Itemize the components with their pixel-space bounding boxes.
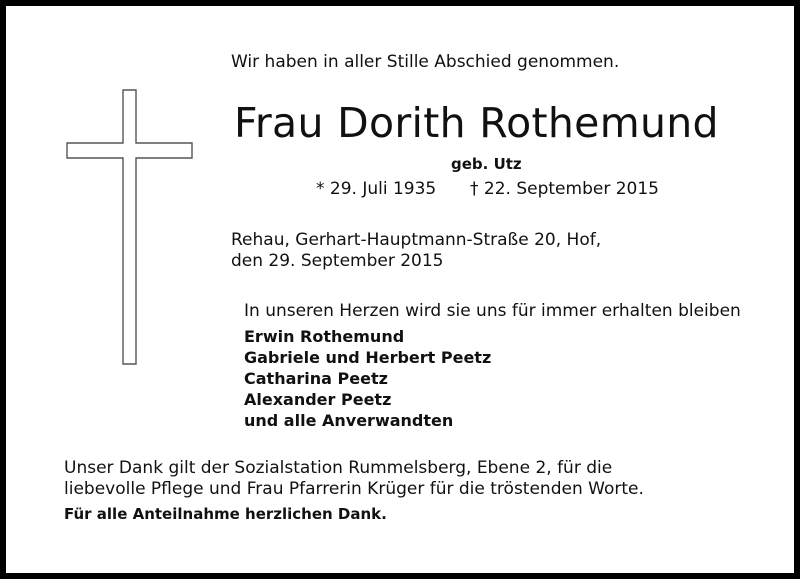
intro-text: Wir haben in aller Stille Abschied genommen. bbox=[231, 52, 620, 72]
mourners-list bbox=[244, 326, 491, 431]
mourner-name: Erwin Rothemund bbox=[244, 327, 405, 346]
deceased-name: Frau Dorith Rothemund bbox=[234, 99, 719, 147]
thanks-line-1: Unser Dank gilt der Sozialstation Rummelsberg, Ebene 2, für die bbox=[64, 458, 613, 478]
mourner-name: Alexander Peetz bbox=[244, 390, 392, 409]
closing-text: Für alle Anteilnahme herzlichen Dank. bbox=[64, 505, 387, 523]
mourner-name: Gabriele und Herbert Peetz bbox=[244, 348, 492, 367]
death-date: † 22. September 2015 bbox=[470, 179, 659, 199]
mourner-name: und alle Anverwandten bbox=[244, 411, 454, 430]
birth-date: * 29. Juli 1935 bbox=[316, 179, 437, 199]
place-line-2: den 29. September 2015 bbox=[231, 251, 444, 271]
place-line-1: Rehau, Gerhart-Hauptmann-Straße 20, Hof, bbox=[231, 230, 602, 250]
maiden-name: geb. Utz bbox=[451, 155, 522, 173]
memorial-quote: In unseren Herzen wird sie uns für immer erhalten bleiben bbox=[244, 301, 741, 321]
mourner-name: Catharina Peetz bbox=[244, 369, 388, 388]
thanks-line-2: liebevolle Pflege und Frau Pfarrerin Krüger für die tröstenden Worte. bbox=[64, 479, 644, 499]
cross-icon bbox=[65, 88, 195, 368]
